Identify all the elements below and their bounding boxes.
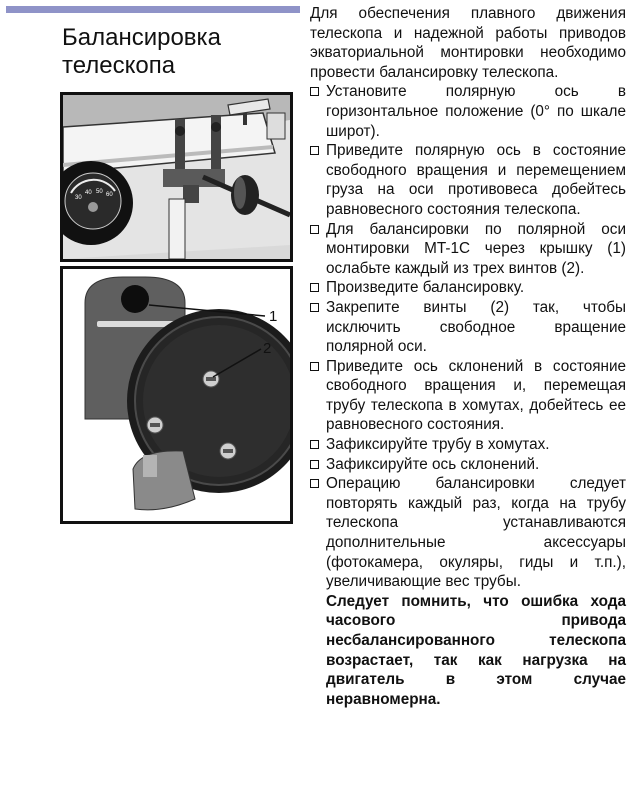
callout-1-label: 1: [269, 308, 278, 325]
list-item: [310, 278, 626, 298]
checkbox-bullet-icon: [310, 225, 319, 234]
list-item-text: Приведите ось склонений в состояние свободного вращения и, перемещая трубу телескопа в хомутах, добейтесь ее равновесного состояния.: [326, 357, 626, 434]
list-item: [310, 220, 626, 279]
checkbox-bullet-icon: [310, 362, 319, 371]
scale-label: 40: [85, 190, 92, 196]
list-item-text: Для балансировки по полярной оси монтировки MT-1C через крышку (1) ослабьте каждый из трех винтов (2).: [326, 220, 626, 277]
checkbox-bullet-icon: [310, 460, 319, 469]
checkbox-bullet-icon: [310, 283, 319, 292]
instruction-list: [310, 82, 626, 709]
list-item-text: Приведите полярную ось в состояние свободного вращения и перемещением груза на оси противовеса добейтесь равновесного состояния телескопа.: [326, 142, 626, 218]
polar-axis-cover-figure: [60, 266, 293, 524]
intro-paragraph: Для обеспечения плавного движения телескопа и надежной работы приводов экваториальной монтировки необходимо провести балансировку телескопа.: [310, 5, 626, 81]
list-item-text: Произведите балансировку.: [326, 279, 525, 297]
checkbox-bullet-icon: [310, 303, 319, 312]
scale-label: 50: [96, 189, 103, 195]
list-item: [310, 435, 626, 455]
checkbox-bullet-icon: [310, 479, 319, 488]
instructions-column: [310, 4, 626, 709]
title-line-1: Балансировка: [62, 24, 221, 51]
callout-2-label: 2: [263, 340, 272, 357]
header-accent-bar: [6, 6, 300, 13]
list-item: [310, 82, 626, 141]
list-item-text: Зафиксируйте ось склонений.: [326, 455, 540, 473]
closing-note: Следует помнить, что ошибка хода часового привода несбалансированного телескопа возрастает, так как нагрузка на двигатель в этом случае неравномерна.: [326, 592, 626, 708]
telescope-mount-illustration: [63, 95, 290, 259]
list-item-text: Операцию балансировки следует повторять каждый раз, когда на трубу телескопа устанавливаются дополнительные аксессуары (фотокамера, окуляры, гиды и т.п.), увеличивающие вес трубы.: [326, 475, 626, 591]
scale-label: 30: [75, 195, 82, 201]
list-item: [310, 474, 626, 709]
telescope-mount-figure: [60, 92, 293, 262]
list-item-text: Зафиксируйте трубу в хомутах.: [326, 436, 550, 454]
checkbox-bullet-icon: [310, 87, 319, 96]
list-item-text: Установите полярную ось в горизонтальное положение (0° по шкале широт).: [326, 83, 626, 140]
checkbox-bullet-icon: [310, 146, 319, 155]
polar-axis-cover-illustration: [63, 269, 290, 521]
list-item: [310, 298, 626, 357]
scale-label: 60: [106, 192, 113, 198]
list-item: [310, 357, 626, 435]
title-line-2: телескопа: [62, 52, 176, 79]
list-item-text: Закрепите винты (2) так, чтобы исключить свободное вращение полярной оси.: [326, 298, 626, 356]
list-item: [310, 455, 626, 475]
page-title: [62, 24, 221, 80]
checkbox-bullet-icon: [310, 440, 319, 449]
list-item: [310, 141, 626, 219]
